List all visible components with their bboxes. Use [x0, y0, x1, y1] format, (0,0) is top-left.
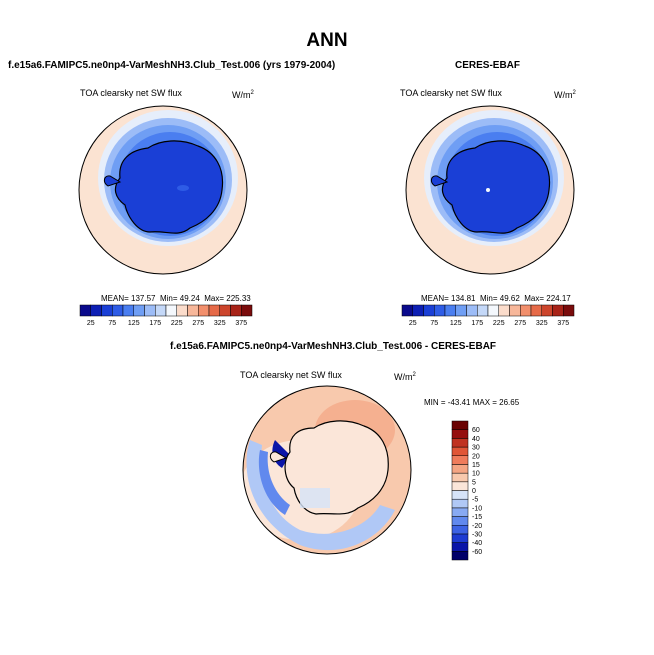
panel-3-colorbar-swatch: [452, 491, 468, 500]
panel-1-map: [79, 106, 247, 274]
panel-3-colorbar-swatch: [452, 456, 468, 465]
panel-3-colorbar-swatch: [452, 430, 468, 439]
panel-2-colorbar-swatch: [467, 305, 478, 316]
panel-3-colorbar-tick-label: -40: [472, 540, 483, 548]
panel-1-title: f.e15a6.FAMIPC5.ne0np4-VarMeshNH3.Club_Test.006 (yrs 1979-2004): [8, 60, 336, 71]
panel-1-colorbar-swatch: [80, 305, 91, 316]
panel-1-stats: MEAN= 137.57 Min= 49.24 Max= 225.33: [101, 294, 251, 303]
panel-2-units: $W/m^2$: [554, 90, 576, 100]
panel-3-colorbar-tick-label: 60: [472, 427, 480, 435]
panel-3-colorbar-tick-label: -20: [472, 522, 483, 530]
panel-2-colorbar: [402, 305, 574, 327]
panel-2-colorbar-tick-label: 25: [408, 320, 417, 327]
panel-3-colorbar-tick-label: -15: [472, 514, 483, 522]
panel-1-units: $W/m^2$: [232, 90, 254, 100]
panel-1-colorbar-tick-label: 325: [213, 320, 226, 327]
panel-2-colorbar-swatch: [413, 305, 424, 316]
panel-3-colorbar-tick-label: -10: [472, 505, 483, 513]
panel-3-colorbar-swatch: [452, 543, 468, 552]
panel-3-colorbar-swatch: [452, 482, 468, 491]
panel-2-colorbar-swatch: [499, 305, 510, 316]
panel-3-colorbar-tick-label: -5: [472, 496, 479, 504]
panel-1-colorbar-swatch: [134, 305, 145, 316]
panel-2-colorbar-swatch: [445, 305, 456, 316]
panel-1-colorbar-swatch: [209, 305, 220, 316]
panel-3-map: [240, 386, 411, 554]
panel-3-colorbar-tick-label: 20: [472, 453, 480, 461]
panel-3-colorbar-swatch: [452, 447, 468, 456]
panel-2-colorbar-tick-label: 175: [471, 320, 484, 327]
panel-2-colorbar-tick-label: 225: [492, 320, 505, 327]
panel-3-colorbar-tick-label: 30: [472, 444, 480, 452]
panel-3-units: $W/m^2$: [394, 372, 416, 382]
panel-2-title: CERES-EBAF: [455, 60, 521, 71]
panel-2-colorbar-tick-label: 75: [430, 320, 439, 327]
panel-1-colorbar-tick-label: 275: [192, 320, 205, 327]
panel-1-colorbar-tick-label: 175: [149, 320, 162, 327]
panel-2-colorbar-swatch: [531, 305, 542, 316]
panel-2-colorbar-tick-label: 275: [514, 320, 527, 327]
panel-2-colorbar-swatch: [477, 305, 488, 316]
panel-2-stats: MEAN= 134.81 Min= 49.62 Max= 224.17: [421, 294, 571, 303]
panel-3-title: f.e15a6.FAMIPC5.ne0np4-VarMeshNH3.Club_Test.006 - CERES-EBAF: [170, 341, 497, 352]
panel-2-colorbar-swatch: [434, 305, 445, 316]
panel-1-colorbar-swatch: [155, 305, 166, 316]
panel-1-colorbar-tick-label: 225: [170, 320, 183, 327]
panel-1-colorbar-swatch: [123, 305, 134, 316]
panel-1-colorbar-swatch: [198, 305, 209, 316]
panel-1-colorbar-swatch: [220, 305, 231, 316]
panel-2-variable-label: TOA clearsky net SW flux: [400, 88, 502, 98]
panel-3-colorbar: [452, 421, 482, 560]
panel-1-colorbar-tick-label: 25: [86, 320, 95, 327]
panel-2-colorbar-swatch: [510, 305, 521, 316]
panel-3-colorbar-swatch: [452, 473, 468, 482]
panel-1-colorbar-swatch: [188, 305, 199, 316]
panel-1-colorbar-tick-label: 375: [235, 320, 248, 327]
panel-1-colorbar-tick-label: 75: [108, 320, 117, 327]
panel-3-colorbar-swatch: [452, 517, 468, 526]
panel-3-colorbar-swatch: [452, 508, 468, 517]
panel-3-colorbar-swatch: [452, 525, 468, 534]
panel-1-colorbar-swatch: [145, 305, 156, 316]
panel-3-colorbar-tick-label: 0: [472, 488, 476, 495]
panel-2-colorbar-swatch: [424, 305, 435, 316]
panel-2-map: [406, 106, 574, 274]
panel-2-colorbar-swatch: [542, 305, 553, 316]
panel-2-colorbar-swatch: [563, 305, 574, 316]
panel-3-stats: MIN = -43.41 MAX = 26.65: [424, 398, 520, 407]
figure-title: ANN: [306, 30, 348, 51]
panel-1-colorbar-swatch: [166, 305, 177, 316]
panel-3-colorbar-tick-label: 15: [472, 461, 480, 469]
panel-2-colorbar-swatch: [553, 305, 564, 316]
panel-3-colorbar-tick-label: 5: [472, 479, 476, 487]
panel-1-variable-label: TOA clearsky net SW flux: [80, 88, 182, 98]
panel-1-colorbar-swatch: [241, 305, 252, 316]
panel-3-variable-label: TOA clearsky net SW flux: [240, 370, 342, 380]
panel-3-colorbar-tick-label: 10: [472, 470, 480, 478]
panel-1-colorbar-swatch: [177, 305, 188, 316]
panel-1-colorbar-swatch: [231, 305, 242, 316]
panel-1-colorbar-swatch: [112, 305, 123, 316]
panel-3-colorbar-swatch: [452, 551, 468, 560]
panel-2-colorbar-tick-label: 325: [535, 320, 548, 327]
panel-2-colorbar-swatch: [488, 305, 499, 316]
panel-1-colorbar-swatch: [91, 305, 102, 316]
panel-1-colorbar-swatch: [102, 305, 113, 316]
panel-3-colorbar-swatch: [452, 534, 468, 543]
panel-3-colorbar-tick-label: 40: [472, 435, 480, 443]
panel-1-colorbar-tick-label: 125: [127, 320, 140, 327]
panel-2-colorbar-swatch: [402, 305, 413, 316]
panel-1-colorbar: [80, 305, 252, 327]
panel-3-colorbar-tick-label: -60: [472, 548, 483, 556]
panel-2-colorbar-tick-label: 125: [449, 320, 462, 327]
panel-2-colorbar-swatch: [456, 305, 467, 316]
panel-3-colorbar-swatch: [452, 464, 468, 473]
panel-3-colorbar-swatch: [452, 438, 468, 447]
panel-3-colorbar-tick-label: -30: [472, 531, 483, 539]
panel-3-colorbar-swatch: [452, 421, 468, 430]
panel-2-colorbar-swatch: [520, 305, 531, 316]
panel-3-colorbar-swatch: [452, 499, 468, 508]
panel-2-colorbar-tick-label: 375: [557, 320, 570, 327]
